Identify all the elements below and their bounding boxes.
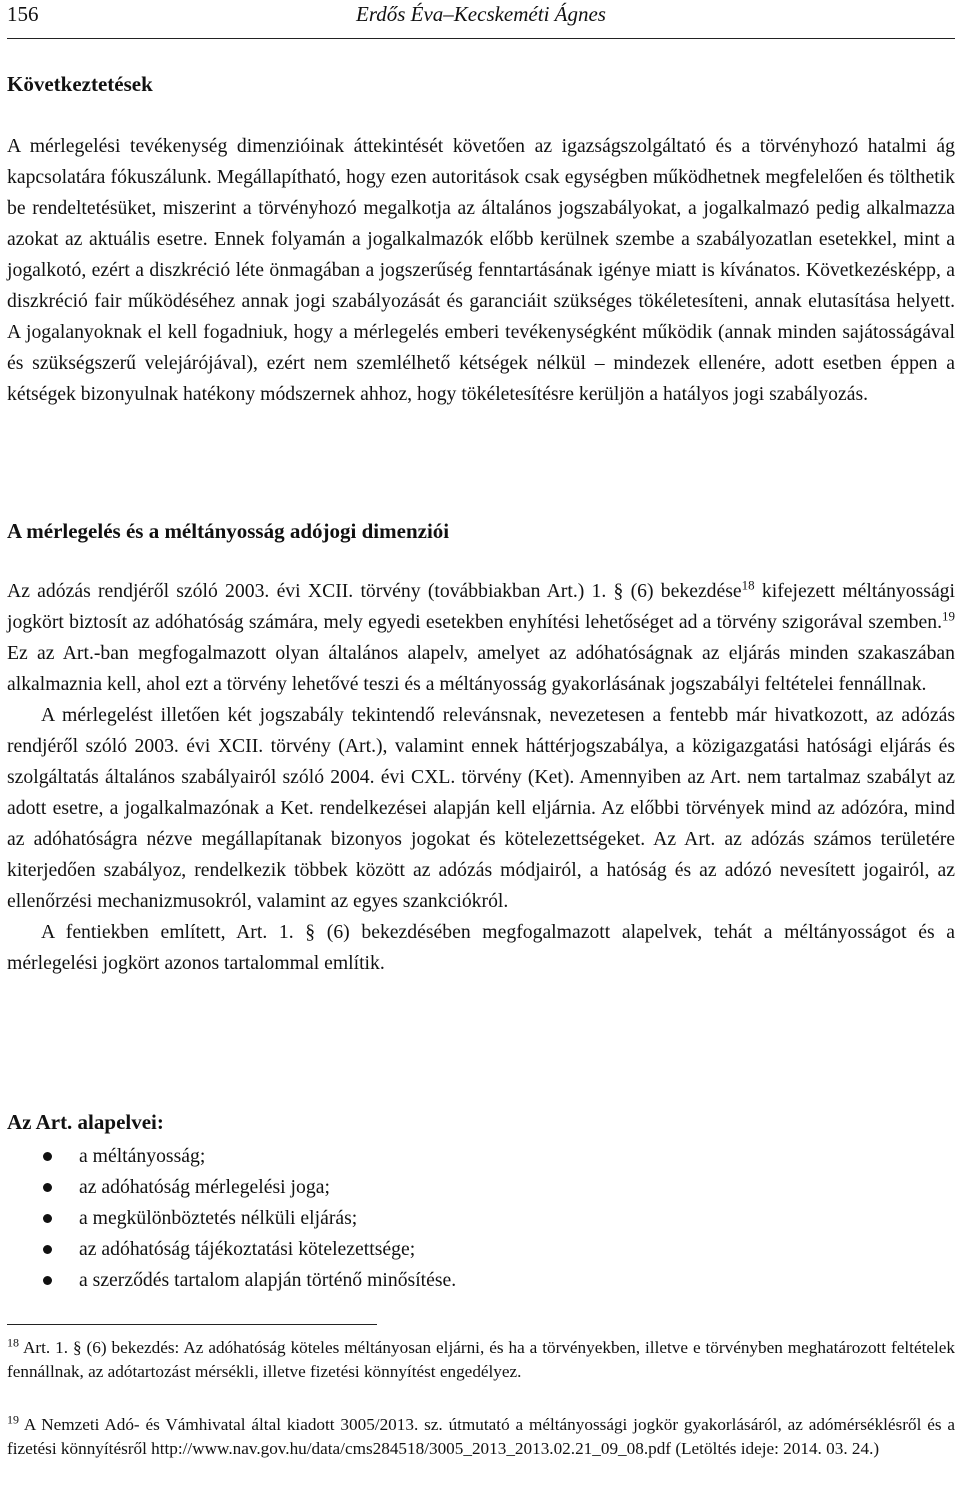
page-number: 156 xyxy=(7,2,39,26)
running-title: Erdős Éva–Kecskeméti Ágnes xyxy=(356,2,606,26)
footnote-number: 19 xyxy=(7,1412,19,1427)
bullet-icon xyxy=(43,1152,52,1161)
footnote-divider xyxy=(7,1324,377,1325)
footnote-text: A Nemzeti Adó- és Vámhivatal által kiadott 3005/2013. sz. útmutató a méltányossági jogkör gyakorlásáról, az adómérséklésről és a fizetési könnyítésről http://www.nav.gov.hu/data/cms284518/3005_2013_2013.02.21_09_08.pdf (Letöltés ideje: 2014. 03. 24.) xyxy=(7,1415,955,1458)
tax-paragraph-1-part-a: Az adózás rendjéről szóló 2003. évi XCII. törvény (továbbiakban Art.) 1. § (6) bekezdése xyxy=(7,580,742,602)
tax-paragraph-3: A fentiekben említett, Art. 1. § (6) bekezdésében megfogalmazott alapelvek, tehát a méltányosságot és a mérlegelési jogkört azonos tartalommal említik. xyxy=(7,921,955,974)
tax-paragraph-1-part-c: Ez az Art.-ban megfogalmazott olyan általános alapelv, amelyet az adóhatóságnak az eljárás minden szakaszában alkalmaznia kell, ahol ezt a törvény lehetővé teszi és a méltányosság gyakorlásának jogszabályi feltételei fennállnak. xyxy=(7,642,955,695)
section-title-tax-dimensions: A mérlegelés és a méltányosság adójogi dimenziói xyxy=(7,519,450,543)
tax-paragraph-1-part-b: kifejezett méltányossági jogkört biztosít az adóhatóság számára, mely egyedi esetekben enyhítési lehetőséget ad a törvény szigorával szemben. xyxy=(7,580,955,633)
tax-paragraph-2: A mérlegelést illetően két jogszabály tekintendő relevánsnak, nevezetesen a fentebb már hivatkozott, az adózás rendjéről szóló 2003. évi XCII. törvény (Art.), valamint ennek háttérjogszabálya, a közigazgatási hatósági eljárás és szolgáltatás általános szabályairól szóló 2004. évi CXL. törvény (Ket). Amennyiben az Art. nem tartalmaz szabályt az adott esetre, a jogalkalmazónak a Ket. rendelkezései alapján kell eljárnia. Az előbbi törvények mind az adózóra, mind az adóhatóságra nézve megállapítanak bizonyos jogokat és kötelezettségeket. Az Art. az adózás számos területére kiterjedően szabályoz, rendelkezik többek között az adózás módjairól, a hatóság és az adózó nevesített jogairól, az ellenőrzési mechanizmusokról, valamint az egyes szankciókról. xyxy=(7,704,955,912)
page-header xyxy=(7,0,955,39)
bullet-icon xyxy=(43,1276,52,1285)
footnote-text: Art. 1. § (6) bekezdés: Az adóhatóság köteles méltányosan eljárni, és ha a törvényekben, illetve e törvényben meghatározott feltételek fennállnak, az adótartozást mérsékli, illetve fizetési könnyítést engedélyez. xyxy=(7,1338,955,1381)
footnote-ref-18[interactable]: 18 xyxy=(741,577,755,593)
section-title-conclusions: Következtetések xyxy=(7,72,153,96)
footnote-19 xyxy=(7,1413,955,1461)
conclusions-text xyxy=(7,131,955,410)
footnote-18 xyxy=(7,1336,955,1384)
list-item: az adóhatóság mérlegelési joga; xyxy=(7,1172,456,1203)
bullet-icon xyxy=(43,1183,52,1192)
tax-paragraph-1 xyxy=(7,576,955,700)
list-item: az adóhatóság tájékoztatási kötelezettsége; xyxy=(7,1234,456,1265)
section-title-principles: Az Art. alapelvei: xyxy=(7,1110,164,1134)
bullet-icon xyxy=(43,1245,52,1254)
conclusions-paragraph: A mérlegelési tevékenység dimenzióinak áttekintését követően az igazságszolgáltató és a törvényhozó hatalmi ág kapcsolatára fókuszálunk. Megállapítható, hogy ezen autoritások csak egységben működhetnek megfelelően és tölthetik be rendeltetésüket, miszerint a törvényhozó megalkotja az általános jogszabályokat, a jogalkalmazó pedig alkalmazza azokat az aktuális esetre. Ennek folyamán a jogalkalmazók előbb kerülnek szembe a szabályozatlan esetekkel, mint a jogalkotó, ezért a diszkréció léte önmagában a jogszerűség fenntartásának igénye miatt is kívánatos. Következésképp, a diszkréció fair működéséhez annak jogi szabályozását és garanciáit szükséges tökéletesíteni, annak elutasítása helyett. A jogalanyoknak el kell fogadniuk, hogy a mérlegelés emberi tevékenységként működik (annak minden sajátosságával és szükségszerű velejárójával), ezért nem szemlélhető kétségek nélkül – mindezek ellenére, adott esetben éppen a kétségek bizonyulnak hatékony módszernek ahhoz, hogy tökéletesítésre kerüljön a hatályos jogi szabályozás. xyxy=(7,135,955,405)
footnote-ref-19[interactable]: 19 xyxy=(942,608,955,624)
tax-dimensions-text xyxy=(7,576,955,979)
bullet-icon xyxy=(43,1214,52,1223)
footnote-number: 18 xyxy=(7,1335,19,1350)
list-item: a méltányosság; xyxy=(7,1141,456,1172)
list-item: a megkülönböztetés nélküli eljárás; xyxy=(7,1203,456,1234)
list-item: a szerződés tartalom alapján történő minősítése. xyxy=(7,1265,456,1296)
principles-list xyxy=(7,1141,456,1296)
